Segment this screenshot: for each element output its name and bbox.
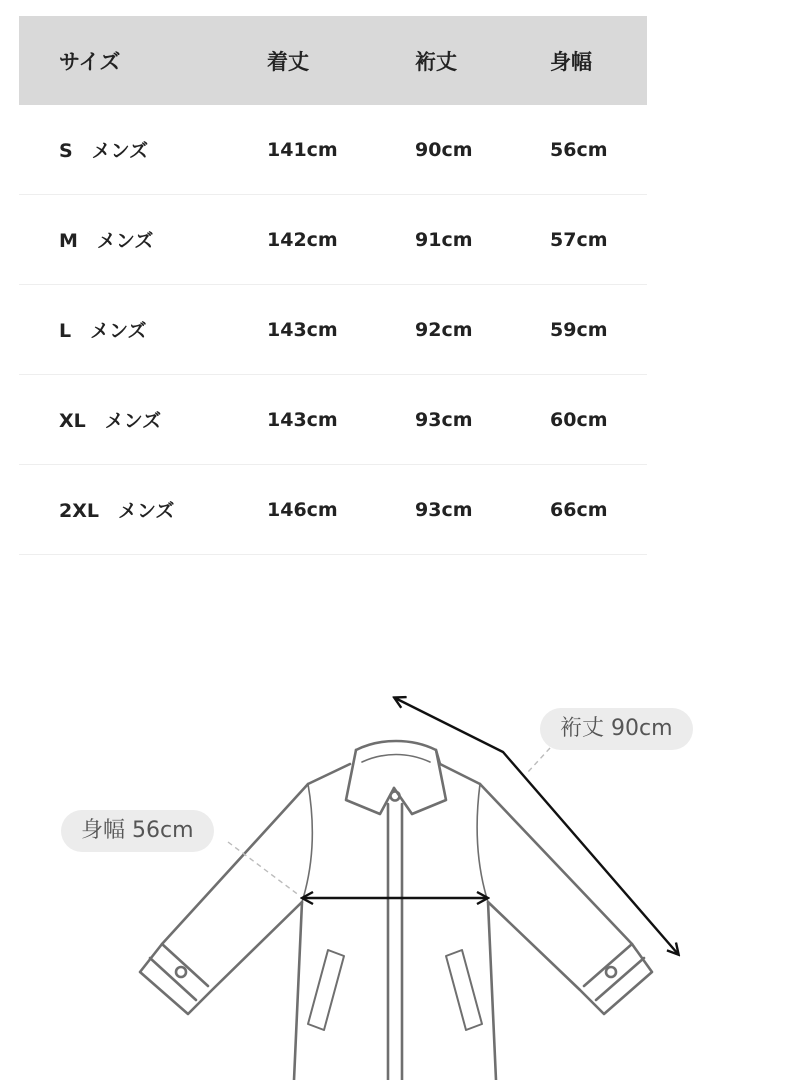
cell-sleeve: 93cm xyxy=(415,375,550,465)
cell-sleeve: 92cm xyxy=(415,285,550,375)
header-size: サイズ xyxy=(19,16,267,105)
body-width-callout: 身幅 56cm xyxy=(61,810,214,852)
sleeve-length-callout: 裄丈 90cm xyxy=(540,708,693,750)
cell-size: XL メンズ xyxy=(19,375,267,465)
cell-size: M メンズ xyxy=(19,195,267,285)
size-chart-table xyxy=(19,16,647,555)
cell-sleeve: 91cm xyxy=(415,195,550,285)
cell-length: 146cm xyxy=(267,465,415,555)
cell-width: 57cm xyxy=(550,195,647,285)
header-length: 着丈 xyxy=(267,16,415,105)
table-row xyxy=(19,105,647,195)
cell-length: 142cm xyxy=(267,195,415,285)
cell-size: S メンズ xyxy=(19,105,267,195)
cell-length: 141cm xyxy=(267,105,415,195)
cell-size: 2XL メンズ xyxy=(19,465,267,555)
cell-sleeve: 90cm xyxy=(415,105,550,195)
table-row xyxy=(19,195,647,285)
header-width: 身幅 xyxy=(550,16,647,105)
cell-width: 59cm xyxy=(550,285,647,375)
coat-outline-icon xyxy=(140,741,652,1080)
cell-length: 143cm xyxy=(267,285,415,375)
cell-size: L メンズ xyxy=(19,285,267,375)
cell-width: 60cm xyxy=(550,375,647,465)
cell-length: 143cm xyxy=(267,375,415,465)
cell-sleeve: 93cm xyxy=(415,465,550,555)
table-header-row xyxy=(19,16,647,105)
table-row xyxy=(19,285,647,375)
cell-width: 66cm xyxy=(550,465,647,555)
table-row xyxy=(19,375,647,465)
table-row xyxy=(19,465,647,555)
cell-width: 56cm xyxy=(550,105,647,195)
header-sleeve: 裄丈 xyxy=(415,16,550,105)
